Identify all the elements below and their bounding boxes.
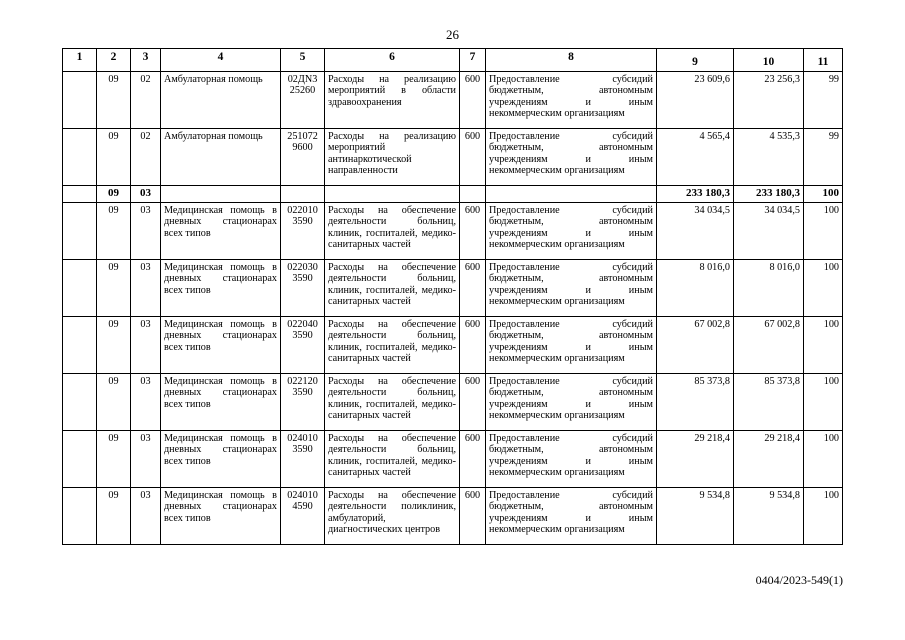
column-1-cell [63,317,97,374]
subsection-name [161,186,281,203]
expense-description [325,186,460,203]
execution-percent: 100 [804,431,843,488]
column-header: 9 [657,49,734,72]
target-article-code: 022030 3590 [281,260,325,317]
target-article-code [281,186,325,203]
expense-type-code: 600 [460,431,486,488]
section-code: 09 [97,431,131,488]
target-article-code: 02ДN3 25260 [281,72,325,129]
column-header: 11 [804,49,843,72]
target-article-code: 022040 3590 [281,317,325,374]
expense-description: Расходы на реализацию мероприятий в области здравоохранения [325,72,460,129]
column-header: 7 [460,49,486,72]
execution-percent: 100 [804,317,843,374]
subsection-code: 03 [131,186,161,203]
expense-description: Расходы на обеспечение деятельности больниц, клиник, госпиталей, медико-санитарных частей [325,260,460,317]
table-row [63,203,843,260]
expense-type-code [460,186,486,203]
column-header: 2 [97,49,131,72]
header-row [63,49,843,72]
subsection-name: Медицинская помощь в дневных стационарах всех типов [161,317,281,374]
column-1-cell [63,129,97,186]
column-1-cell [63,203,97,260]
expense-type-name: Предоставление субсидий бюджетным, автономным учреждениям и иным некоммерческим организациям [486,317,657,374]
column-1-cell [63,431,97,488]
budget-table [62,48,843,545]
actual-amount: 9 534,8 [734,488,804,545]
execution-percent: 100 [804,488,843,545]
section-code: 09 [97,260,131,317]
actual-amount: 4 535,3 [734,129,804,186]
actual-amount: 85 373,8 [734,374,804,431]
expense-type-name: Предоставление субсидий бюджетным, автономным учреждениям и иным некоммерческим организациям [486,260,657,317]
execution-percent: 100 [804,374,843,431]
subsection-name: Медицинская помощь в дневных стационарах всех типов [161,488,281,545]
actual-amount: 34 034,5 [734,203,804,260]
document-code: 0404/2023-549(1) [755,573,843,587]
column-1-cell [63,72,97,129]
table-row [63,260,843,317]
subtotal-row [63,186,843,203]
actual-amount: 8 016,0 [734,260,804,317]
table-row [63,431,843,488]
table-row [63,317,843,374]
target-article-code: 251072 9600 [281,129,325,186]
target-article-code: 022120 3590 [281,374,325,431]
expense-description: Расходы на обеспечение деятельности больниц, клиник, госпиталей, медико-санитарных частей [325,431,460,488]
expense-type-code: 600 [460,260,486,317]
target-article-code: 024010 4590 [281,488,325,545]
section-code: 09 [97,72,131,129]
subsection-code: 02 [131,129,161,186]
expense-description: Расходы на обеспечение деятельности больниц, клиник, госпиталей, медико-санитарных частей [325,203,460,260]
planned-amount: 85 373,8 [657,374,734,431]
expense-type-code: 600 [460,129,486,186]
section-code: 09 [97,374,131,431]
expense-type-name: Предоставление субсидий бюджетным, автономным учреждениям и иным некоммерческим организациям [486,203,657,260]
planned-amount: 8 016,0 [657,260,734,317]
column-header: 3 [131,49,161,72]
target-article-code: 024010 3590 [281,431,325,488]
subsection-code: 03 [131,317,161,374]
subsection-code: 02 [131,72,161,129]
actual-amount: 23 256,3 [734,72,804,129]
table-row [63,374,843,431]
planned-amount: 67 002,8 [657,317,734,374]
expense-description: Расходы на обеспечение деятельности больниц, клиник, госпиталей, медико-санитарных частей [325,317,460,374]
section-code: 09 [97,488,131,545]
subsection-name: Медицинская помощь в дневных стационарах всех типов [161,260,281,317]
column-1-cell [63,374,97,431]
expense-type-name: Предоставление субсидий бюджетным, автономным учреждениям и иным некоммерческим организациям [486,374,657,431]
subsection-code: 03 [131,260,161,317]
subsection-name: Амбулаторная помощь [161,129,281,186]
subsection-code: 03 [131,431,161,488]
planned-amount: 9 534,8 [657,488,734,545]
execution-percent: 100 [804,203,843,260]
column-1-cell [63,186,97,203]
section-code: 09 [97,203,131,260]
column-header: 6 [325,49,460,72]
subsection-code: 03 [131,488,161,545]
table-row [63,488,843,545]
expense-type-name: Предоставление субсидий бюджетным, автономным учреждениям и иным некоммерческим организациям [486,431,657,488]
section-code: 09 [97,317,131,374]
column-header: 8 [486,49,657,72]
column-header: 1 [63,49,97,72]
expense-type-name: Предоставление субсидий бюджетным, автономным учреждениям и иным некоммерческим организациям [486,129,657,186]
expense-description: Расходы на обеспечение деятельности больниц, клиник, госпиталей, медико-санитарных частей [325,374,460,431]
execution-percent: 99 [804,72,843,129]
expense-type-code: 600 [460,488,486,545]
expense-type-code: 600 [460,317,486,374]
table-row [63,129,843,186]
subsection-name: Медицинская помощь в дневных стационарах всех типов [161,431,281,488]
expense-type-code: 600 [460,374,486,431]
planned-amount: 4 565,4 [657,129,734,186]
planned-amount: 23 609,6 [657,72,734,129]
actual-amount: 233 180,3 [734,186,804,203]
column-1-cell [63,260,97,317]
execution-percent: 99 [804,129,843,186]
subsection-code: 03 [131,203,161,260]
page-number: 26 [446,27,459,42]
expense-type-name: Предоставление субсидий бюджетным, автономным учреждениям и иным некоммерческим организациям [486,488,657,545]
column-1-cell [63,488,97,545]
actual-amount: 29 218,4 [734,431,804,488]
planned-amount: 233 180,3 [657,186,734,203]
subsection-code: 03 [131,374,161,431]
expense-type-name [486,186,657,203]
expense-type-code: 600 [460,203,486,260]
expense-type-name: Предоставление субсидий бюджетным, автономным учреждениям и иным некоммерческим организациям [486,72,657,129]
section-code: 09 [97,186,131,203]
table-row [63,72,843,129]
expense-description: Расходы на обеспечение деятельности поликлиник, амбулаторий, диагностических центров [325,488,460,545]
section-code: 09 [97,129,131,186]
column-header: 4 [161,49,281,72]
actual-amount: 67 002,8 [734,317,804,374]
subsection-name: Медицинская помощь в дневных стационарах всех типов [161,203,281,260]
planned-amount: 34 034,5 [657,203,734,260]
execution-percent: 100 [804,260,843,317]
subsection-name: Амбулаторная помощь [161,72,281,129]
planned-amount: 29 218,4 [657,431,734,488]
subsection-name: Медицинская помощь в дневных стационарах всех типов [161,374,281,431]
expense-description: Расходы на реализацию мероприятий антинаркотической направленности [325,129,460,186]
target-article-code: 022010 3590 [281,203,325,260]
expense-type-code: 600 [460,72,486,129]
column-header: 10 [734,49,804,72]
column-header: 5 [281,49,325,72]
execution-percent: 100 [804,186,843,203]
